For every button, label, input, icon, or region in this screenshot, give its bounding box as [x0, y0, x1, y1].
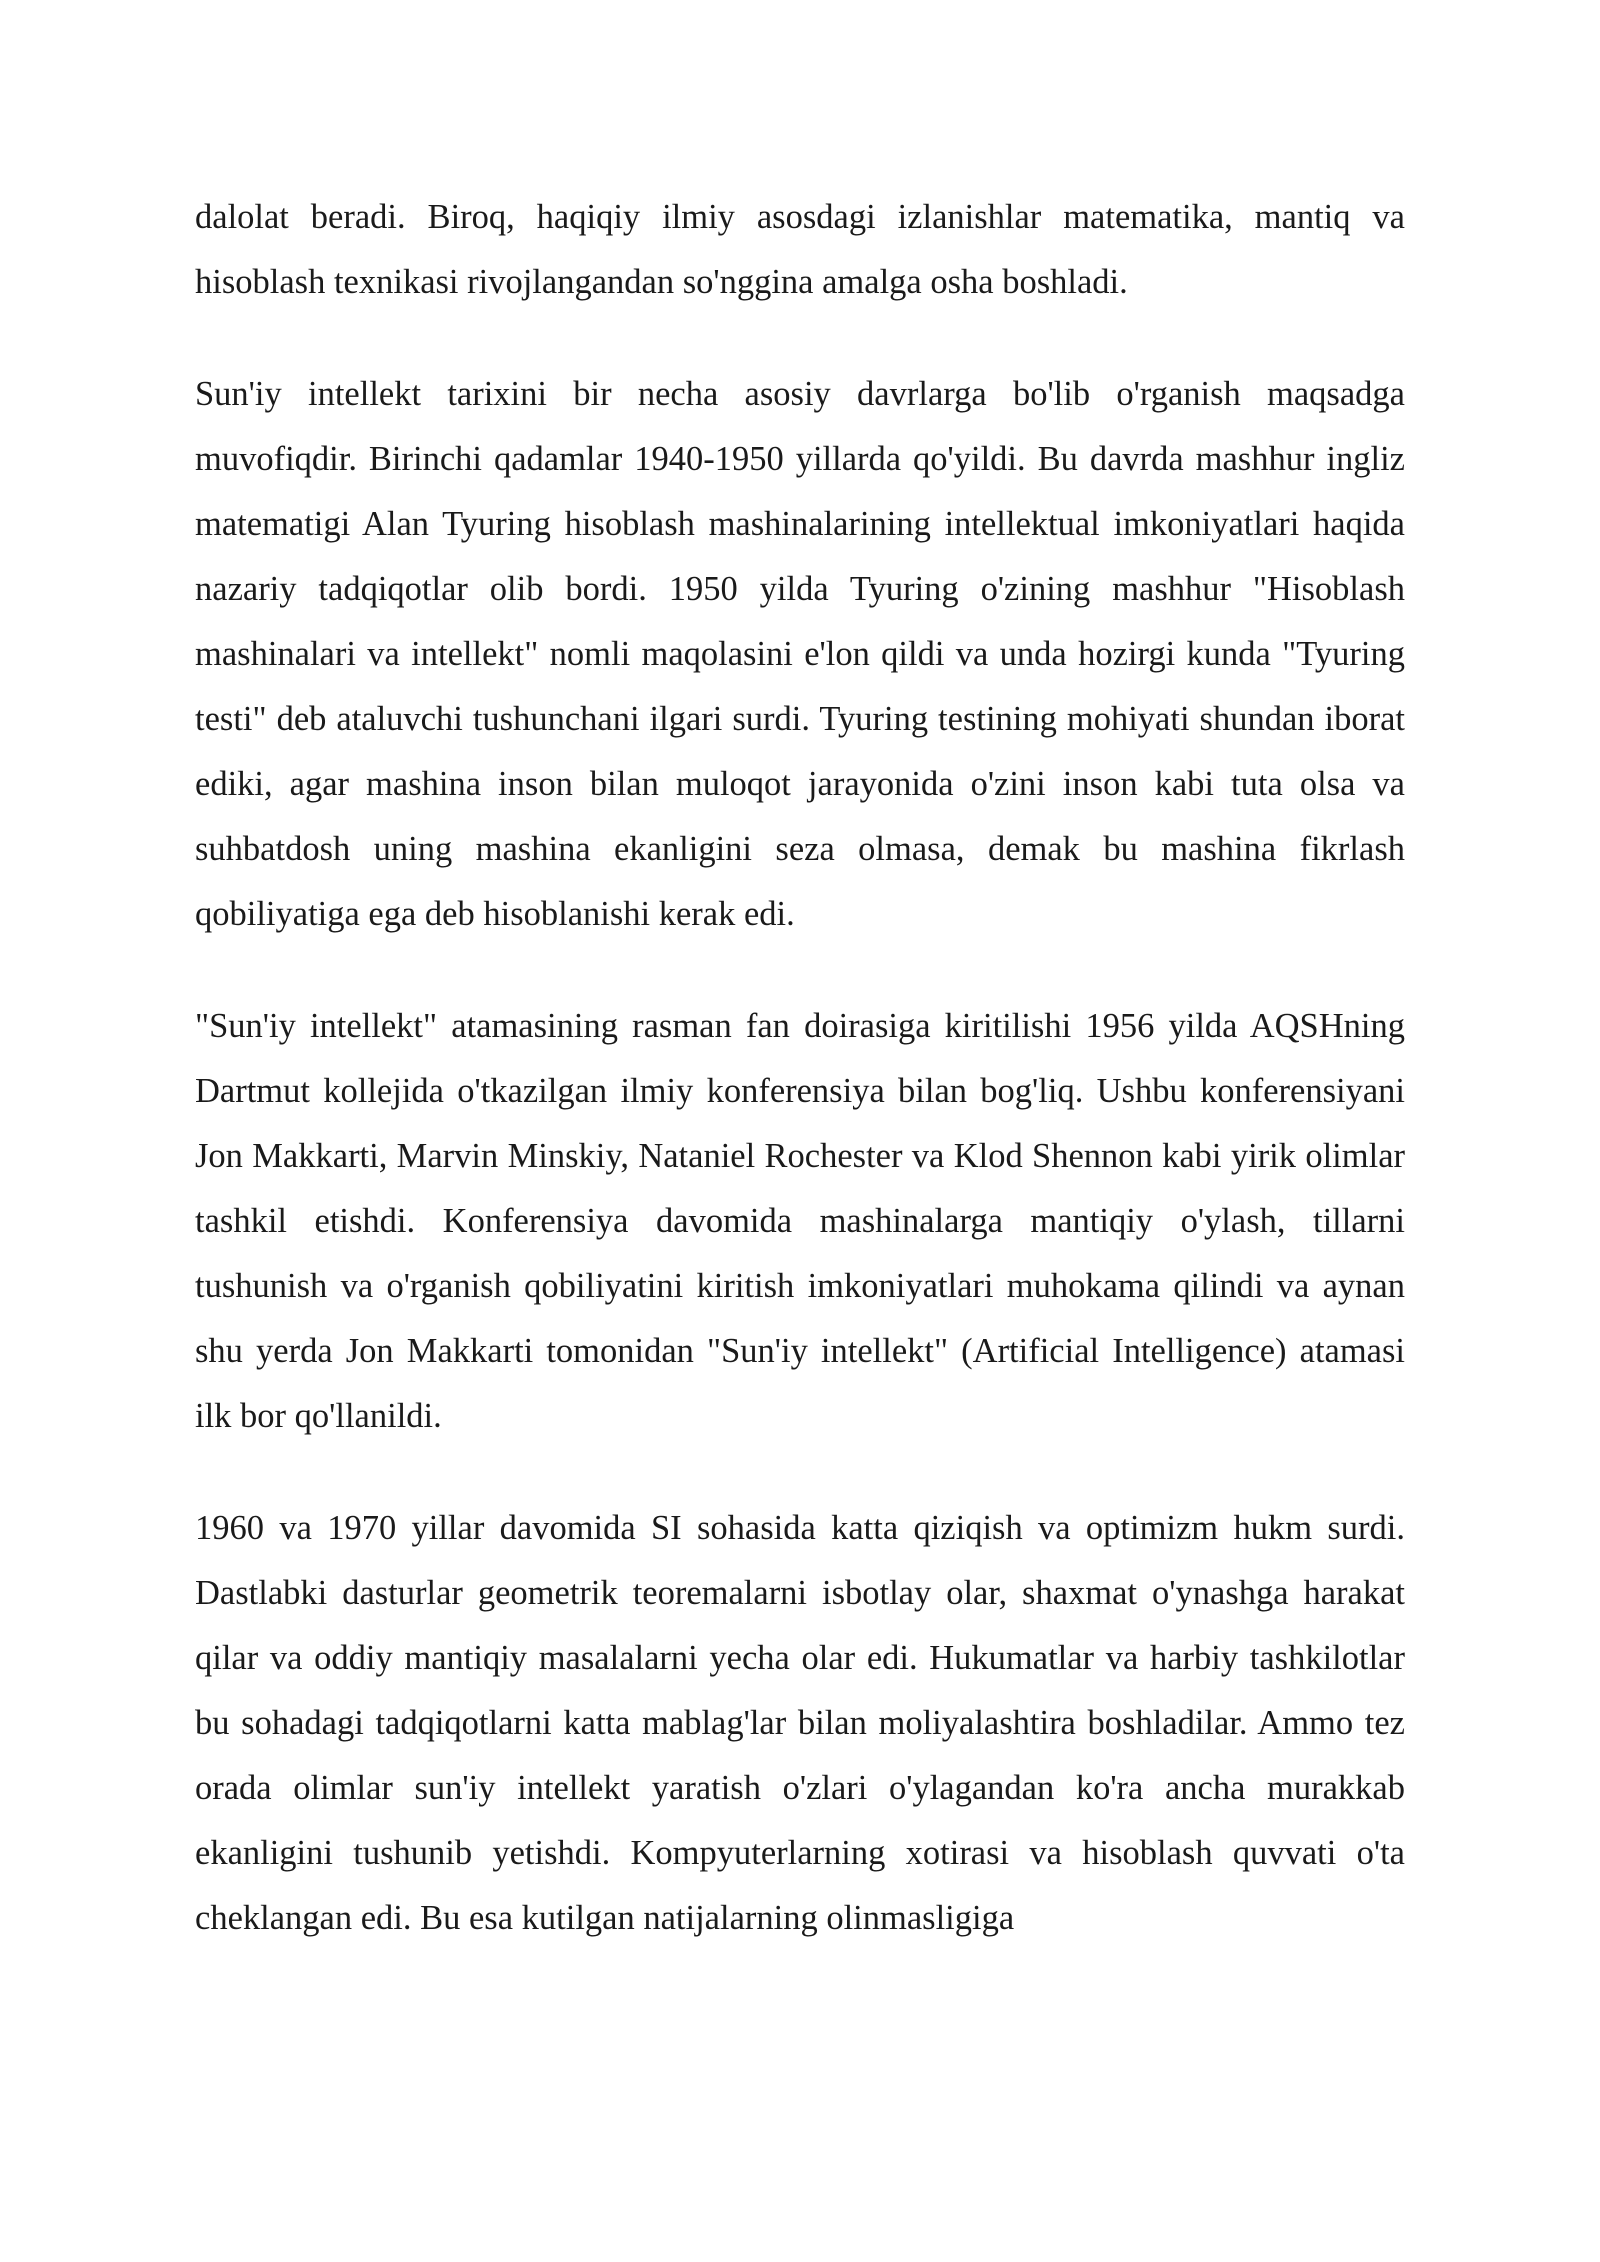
- paragraph-1: dalolat beradi. Biroq, haqiqiy ilmiy asosdagi izlanishlar matematika, mantiq va hisoblash texnikasi rivojlangandan so'nggina amalga osha boshladi.: [195, 198, 1405, 301]
- paragraph-4: 1960 va 1970 yillar davomida SI sohasida katta qiziqish va optimizm hukm surdi. Dastlabki dasturlar geometrik teoremalarni isbotlay olar, shaxmat o'ynashga harakat qilar va oddiy mantiqiy masalalarni yecha olar edi. Hukumatlar va harbiy tashkilotlar bu sohadagi tadqiqotlarni katta mablag'lar bilan moliyalashtira boshladilar. Ammo tez orada olimlar sun'iy intellekt yaratish o'zlari o'ylagandan ko'ra ancha murakkab ekanligini tushunib yetishdi. Kompyuterlarning xotirasi va hisoblash quvvati o'ta cheklangan edi. Bu esa kutilgan natijalarning olinmasligiga: [195, 1509, 1405, 1937]
- paragraph-2: Sun'iy intellekt tarixini bir necha asosiy davrlarga bo'lib o'rganish maqsadga muvofiqdir. Birinchi qadamlar 1940-1950 yillarda qo'yildi. Bu davrda mashhur ingliz matematigi Alan Tyuring hisoblash mashinalarining intellektual imkoniyatlari haqida nazariy tadqiqotlar olib bordi. 1950 yilda Tyuring o'zining mashhur "Hisoblash mashinalari va intellekt" nomli maqolasini e'lon qildi va unda hozirgi kunda "Tyuring testi" deb ataluvchi tushunchani ilgari surdi. Tyuring testining mohiyati shundan iborat ediki, agar mashina inson bilan muloqot jarayonida o'zini inson kabi tuta olsa va suhbatdosh uning mashina ekanligini seza olmasa, demak bu mashina fikrlash qobiliyatiga ega deb hisoblanishi kerak edi.: [195, 375, 1405, 933]
- paragraph-3: "Sun'iy intellekt" atamasining rasman fan doirasiga kiritilishi 1956 yilda AQSHning Dartmut kollejida o'tkazilgan ilmiy konferensiya bilan bog'liq. Ushbu konferensiyani Jon Makkarti, Marvin Minskiy, Nataniel Rochester va Klod Shennon kabi yirik olimlar tashkil etishdi. Konferensiya davomida mashinalarga mantiqiy o'ylash, tillarni tushunish va o'rganish qobiliyatini kiritish imkoniyatlari muhokama qilindi va aynan shu yerda Jon Makkarti tomonidan "Sun'iy intellekt" (Artificial Intelligence) atamasi ilk bor qo'llanildi.: [195, 1007, 1405, 1435]
- document-body: [195, 185, 1405, 1998]
